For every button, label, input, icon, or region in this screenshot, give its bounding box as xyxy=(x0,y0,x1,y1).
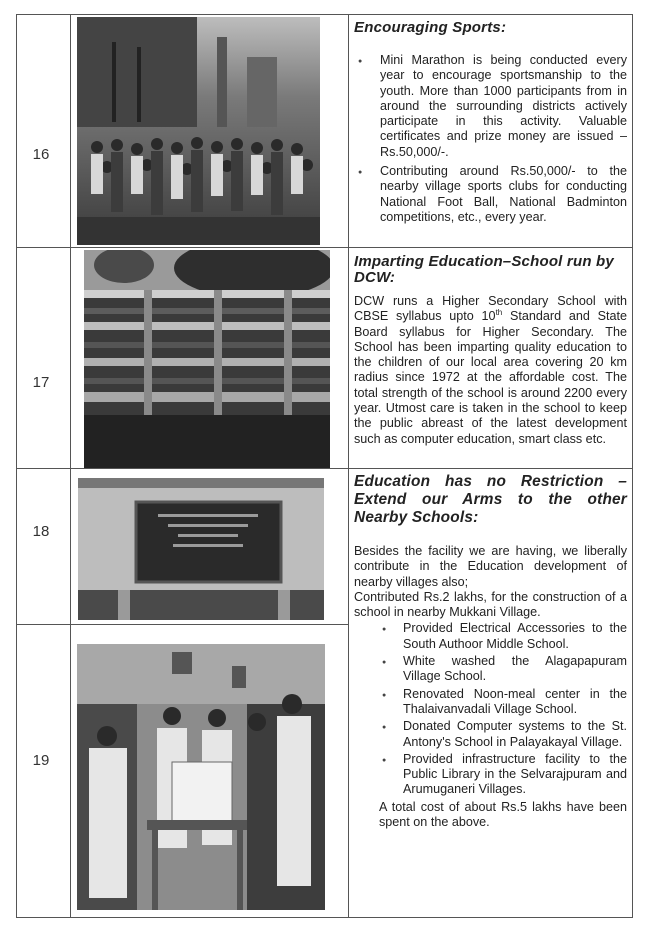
section-heading: Education has no Restriction – Extend our Arms to the other Nearby Schools: xyxy=(354,473,627,526)
donation-ceremony-photo xyxy=(77,644,325,910)
list-item: ● Mini Marathon is being conducted every year to encourage sportsmanship to the youth. More than 1000 participants from in around the surrounding districts actively participate in this activity. Valuable certificates and prize money are issued – Rs.50,000/-. xyxy=(354,53,627,160)
row-divider-18-19 xyxy=(16,624,349,625)
intro-paragraph: Besides the facility we are having, we liberally contribute in the Education development of nearby villages also; xyxy=(354,544,627,589)
school-building-image xyxy=(84,250,330,468)
row-number: 19 xyxy=(32,752,50,769)
marathon-crowd-photo xyxy=(77,17,320,245)
row-divider-16-17 xyxy=(16,247,633,248)
row-number: 18 xyxy=(32,523,50,540)
sports-bullet-list xyxy=(354,53,627,225)
row-divider-17-18 xyxy=(16,468,633,469)
section-heading: Imparting Education–School run by DCW: xyxy=(354,253,614,286)
table-border-right xyxy=(632,14,633,918)
list-item: ● Contributing around Rs.50,000/- to the nearby village sports clubs for conducting National Foot Ball, National Badminton competitions, etc., every year. xyxy=(354,164,627,225)
superscript-th: th xyxy=(495,308,503,318)
school-description xyxy=(354,294,627,447)
marathon-crowd-image xyxy=(77,17,320,245)
column-divider-1 xyxy=(70,14,71,918)
contribution-paragraph: Contributed Rs.2 lakhs, for the construction of a school in nearby Mukkani Village. xyxy=(354,589,627,620)
school-plaque-image xyxy=(78,478,324,620)
list-item: ● Provided Electrical Accessories to the South Authoor Middle School. xyxy=(354,621,627,652)
total-cost-paragraph: A total cost of about Rs.5 lakhs have been spent on the above. xyxy=(379,799,627,830)
list-item: ● Provided infrastructure facility to the Public Library in the Selvarajpuram and Arumuganeri Villages. xyxy=(354,752,627,798)
school-plaque-photo xyxy=(78,478,324,620)
table-border-bottom xyxy=(16,917,633,918)
nearby-schools-section xyxy=(354,473,627,830)
education-section xyxy=(354,254,627,447)
list-item: ● Renovated Noon-meal center in the Thalaivanvadali Village School. xyxy=(354,687,627,718)
row-number: 16 xyxy=(32,146,50,163)
section-heading: Encouraging Sports: xyxy=(354,19,507,36)
school-description-part-b: Standard and State Board syllabus for Higher Secondary. The School has been imparting quality education to the children of our local area covering 20 km radius since 1972 at the affordable cost. The total strength of the school is around 2200 every year. Utmost care is taken in the school to keep the public abreast of the latest development such as computer education, smart class etc. xyxy=(354,309,628,446)
contributions-bullet-list xyxy=(354,621,627,797)
school-description-part-a: DCW runs a Higher Secondary School with CBSE syllabus upto 10 xyxy=(354,294,627,324)
list-item: ● White washed the Alagapapuram Village School. xyxy=(354,654,627,685)
row-number: 17 xyxy=(32,374,50,391)
list-item: ● Donated Computer systems to the St. Antony's School in Palayakayal Village. xyxy=(354,719,627,750)
school-building-photo xyxy=(84,250,330,468)
sports-section xyxy=(354,20,627,225)
donation-ceremony-image xyxy=(77,644,325,910)
column-divider-2 xyxy=(348,14,349,918)
table-border-top xyxy=(16,14,633,15)
